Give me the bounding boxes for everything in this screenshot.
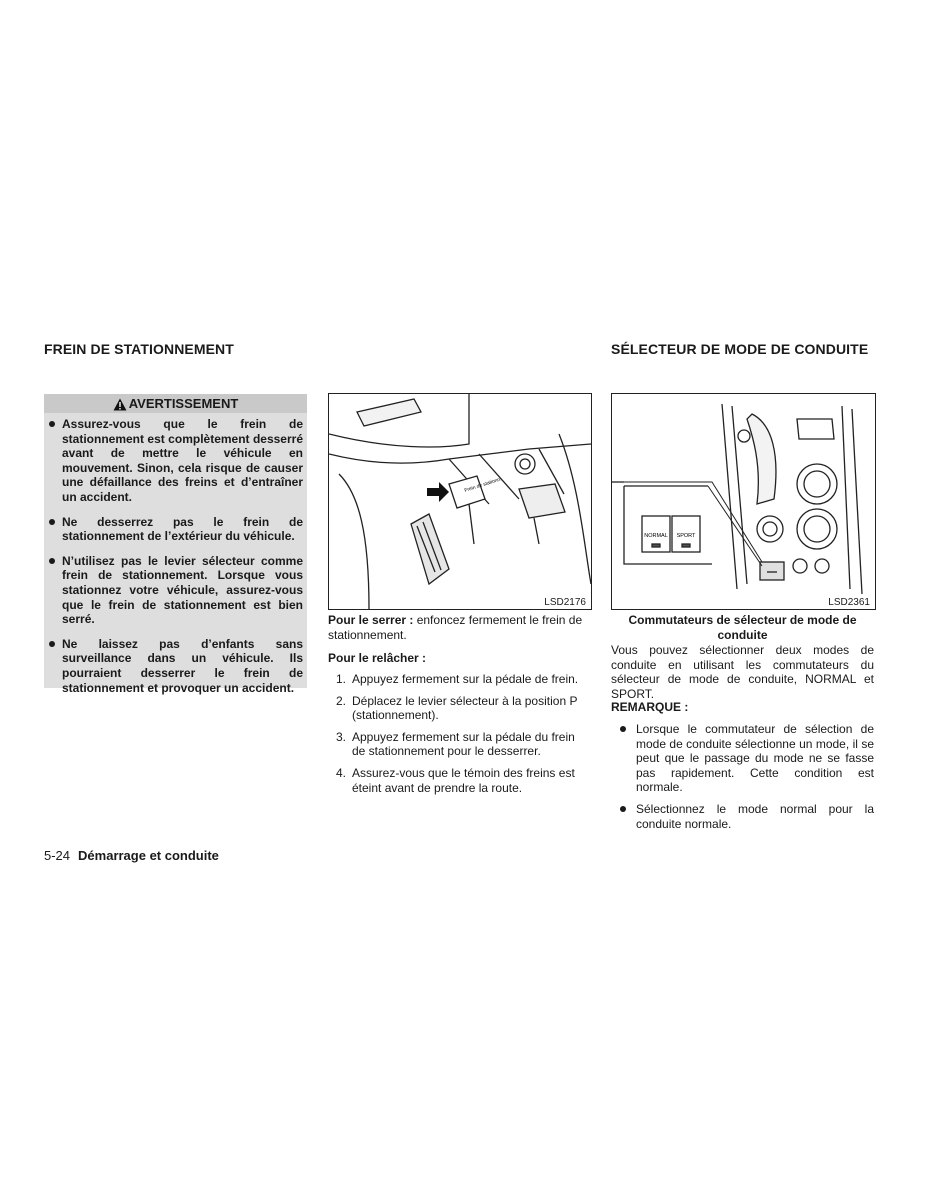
list-item: [611, 722, 874, 795]
note-text: Lorsque le commutateur de sélection de mode de conduite sélectionne un mode, il se peut que le passage du mode ne se fasse pas rapidement. Cette condition est normale.: [636, 722, 874, 795]
warning-item-text: N’utilisez pas le levier sélecteur comme frein de stationnement. Lorsque vous stationnez votre véhicule, assurez-vous que le frein de stationnement est bien serré.: [62, 553, 303, 627]
section-title-drive-mode: SÉLECTEUR DE MODE DE CONDUITE: [611, 341, 869, 357]
pedal-label: Frein de stationn.: [463, 476, 503, 494]
warning-item-text: Ne laissez pas d’enfants sans surveillance dans un véhicule. Ils pourraient desserrer le frein de stationnement et provoquer un accident.: [62, 636, 303, 695]
warning-heading-text: AVERTISSEMENT: [128, 396, 239, 411]
step-text: Assurez-vous que le témoin des freins est éteint avant de prendre la route.: [352, 765, 575, 795]
pedal-illustration: [329, 394, 591, 609]
figure-code: LSD2361: [828, 597, 870, 608]
warning-triangle-icon: [113, 398, 127, 411]
arrow-icon: [427, 482, 449, 502]
warning-item: [44, 515, 307, 544]
list-item: [328, 766, 590, 795]
warning-heading: [44, 394, 307, 413]
step-text: Appuyez fermement sur la pédale de frein.: [352, 672, 579, 686]
bullet-icon: [49, 421, 55, 427]
list-item: [328, 694, 590, 723]
bullet-icon: [49, 641, 55, 647]
chapter-title: Démarrage et conduite: [78, 848, 219, 863]
figure-caption: Commutateurs de sélecteur de mode de conduite: [628, 613, 857, 642]
warning-item: [44, 637, 307, 695]
note-text: Sélectionnez le mode normal pour la conduite normale.: [636, 801, 874, 831]
step-text: Déplacez le levier sélecteur à la position P (stationnement).: [352, 693, 578, 723]
bullet-icon: [620, 726, 626, 732]
sport-switch-label: SPORT: [676, 533, 696, 539]
parking-brake-figure: [328, 393, 592, 610]
section-title-parking-brake: FREIN DE STATIONNEMENT: [44, 341, 234, 357]
drive-mode-figure: [611, 393, 876, 610]
warning-item: [44, 554, 307, 627]
release-steps: [328, 672, 590, 802]
note-heading: REMARQUE :: [611, 700, 689, 714]
page-number: 5-24: [44, 848, 71, 863]
warning-box: [44, 394, 307, 695]
apply-label: Pour le serrer :: [328, 613, 414, 627]
step-number: 1.: [336, 672, 347, 686]
step-number: 2.: [336, 693, 347, 708]
page-footer: [44, 848, 219, 863]
step-number: 4.: [336, 765, 347, 780]
bullet-icon: [620, 806, 626, 812]
console-illustration: [612, 394, 875, 609]
step-text: Appuyez fermement sur la pédale du frein de stationnement pour le desserrer.: [352, 729, 575, 759]
apply-paragraph: [328, 613, 590, 642]
list-item: [328, 730, 590, 759]
bullet-icon: [49, 519, 55, 525]
warning-list: [44, 417, 307, 705]
list-item: [328, 672, 590, 687]
figure-code: LSD2176: [544, 597, 586, 608]
bullet-icon: [49, 558, 55, 564]
step-number: 3.: [336, 729, 347, 744]
list-item: [611, 802, 874, 831]
notes-list: [611, 722, 874, 838]
warning-item: [44, 417, 307, 505]
intro-paragraph: Vous pouvez sélectionner deux modes de conduite en utilisant les commutateurs du sélecteur de mode de conduite, NORMAL et SPORT.: [611, 643, 874, 701]
release-heading: Pour le relâcher :: [328, 651, 427, 665]
warning-item-text: Assurez-vous que le frein de stationnement est complètement desserré avant de mettre le véhicule en mouvement. Sinon, cela risque de causer une défaillance des freins et d’entraîner un accident.: [62, 417, 303, 504]
apply-text: enfoncez fermement le frein de stationnement.: [328, 613, 583, 642]
warning-item-text: Ne desserrez pas le frein de stationnement de l’extérieur du véhicule.: [62, 514, 303, 544]
normal-switch-label: NORMAL: [644, 533, 668, 539]
